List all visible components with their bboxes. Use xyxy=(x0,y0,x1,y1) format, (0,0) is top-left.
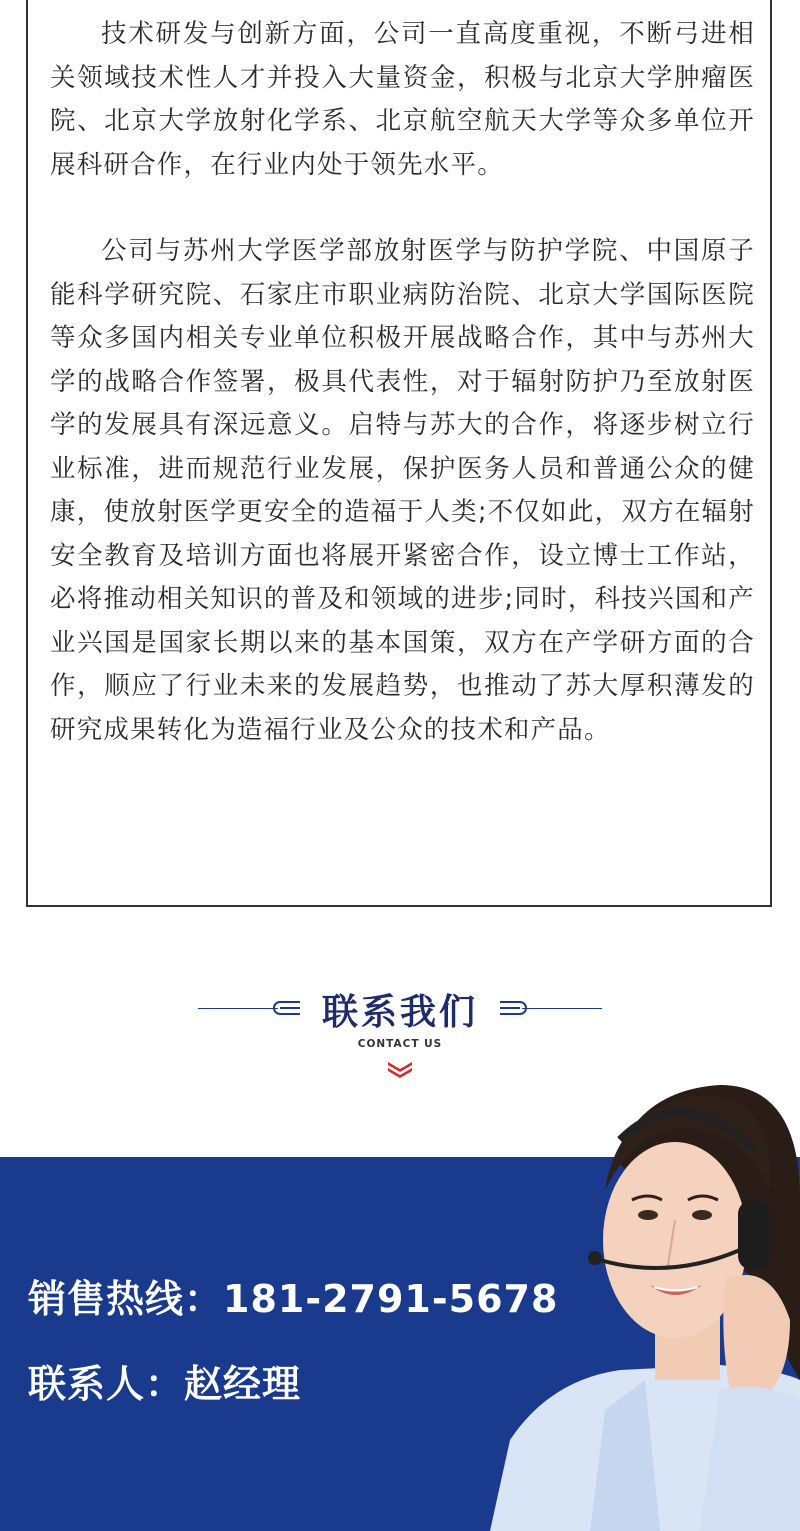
divider-line-right xyxy=(522,1008,602,1009)
contact-subtitle: CONTACT US xyxy=(357,1038,443,1050)
contact-title: 联系我们 xyxy=(321,992,478,1033)
double-chevron-down-icon xyxy=(387,1060,413,1078)
intro-paragraph-2: 公司与苏州大学医学部放射医学与防护学院、中国原子能科学研究院、石家庄市职业病防治院、北京大学国际医院等众多国内相关专业单位积极开展战略合作，其中与苏州大学的战略合作签署，极具代表性，对于辐射防护乃至放射医学的发展具有深远意义。启特与苏大的合作，将逐步树立行业标准，进而规范行业发展，保护医务人员和普通公众的健康，使放射医学更安全的造福于人类;不仅如此，双方在辐射安全教育及培训方面也将展开紧密合作，设立博士工作站，必将推动相关知识的普及和领域的进步;同时，科技兴国和产业兴国是国家长期以来的基本国策，双方在产学研方面的合作，顺应了行业未来的发展趋势，也推动了苏大厚积薄发的研究成果转化为造福行业及公众的技术和产品。 xyxy=(50,236,755,745)
contact-header xyxy=(0,980,800,1080)
intro-paragraph-1: 技术研发与创新方面，公司一直高度重视，不断弓进相关领域技术性人才并投入大量资金，积极与北京大学肿瘤医院、北京大学放射化学系、北京航空航天大学等众多单位开展科研合作，在行业内处于领先水平。 xyxy=(50,19,755,180)
sales-hotline: 销售热线：181-2791-5678 xyxy=(28,1277,559,1321)
contact-person: 联系人：赵经理 xyxy=(28,1362,302,1406)
intro-text-box xyxy=(26,0,772,907)
